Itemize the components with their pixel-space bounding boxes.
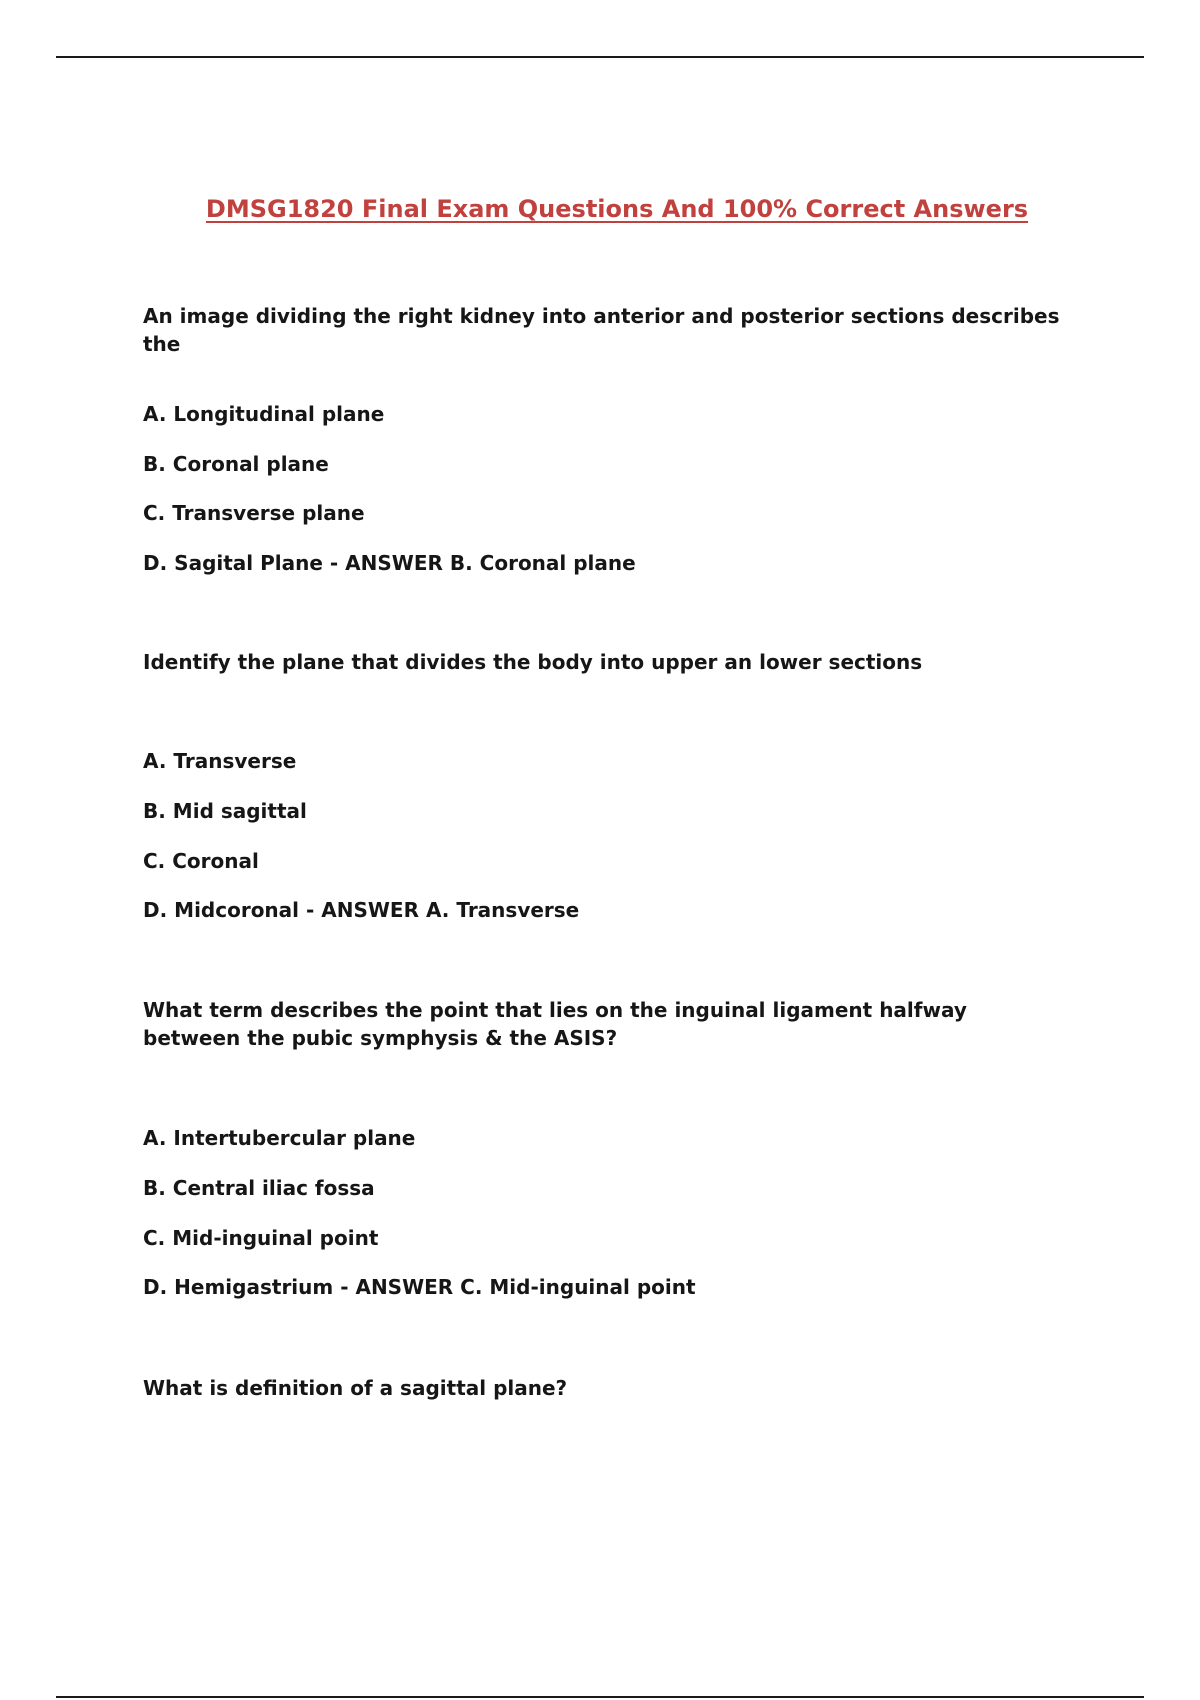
question-3-prompt: What term describes the point that lies on the inguinal ligament halfway between the pubic symphysis & the ASIS? — [143, 998, 967, 1050]
question-1-option-c: C. Transverse plane — [143, 501, 365, 525]
question-2-option-c: C. Coronal — [143, 849, 259, 873]
question-2-option-a: A. Transverse — [143, 749, 297, 773]
question-3-option-d-answer: D. Hemigastrium - ANSWER C. Mid-inguinal point — [143, 1275, 696, 1299]
question-4-prompt: What is definition of a sagittal plane? — [143, 1376, 568, 1400]
document-title: DMSG1820 Final Exam Questions And 100% Correct Answers — [205, 195, 1029, 223]
question-3-option-a: A. Intertubercular plane — [143, 1126, 416, 1150]
question-2-prompt: Identify the plane that divides the body into upper an lower sections — [143, 650, 923, 674]
question-3-option-b: B. Central iliac fossa — [143, 1176, 375, 1200]
question-2-option-b: B. Mid sagittal — [143, 799, 307, 823]
question-1-option-a: A. Longitudinal plane — [143, 402, 385, 426]
question-1-option-b: B. Coronal plane — [143, 452, 329, 476]
question-1-prompt: An image dividing the right kidney into anterior and posterior sections describes the — [143, 304, 1060, 356]
bottom-rule — [56, 1696, 1144, 1698]
question-2-option-d-answer: D. Midcoronal - ANSWER A. Transverse — [143, 898, 580, 922]
top-rule — [56, 56, 1144, 58]
question-3-option-c: C. Mid-inguinal point — [143, 1226, 379, 1250]
question-1-option-d-answer: D. Sagital Plane - ANSWER B. Coronal plane — [143, 551, 636, 575]
